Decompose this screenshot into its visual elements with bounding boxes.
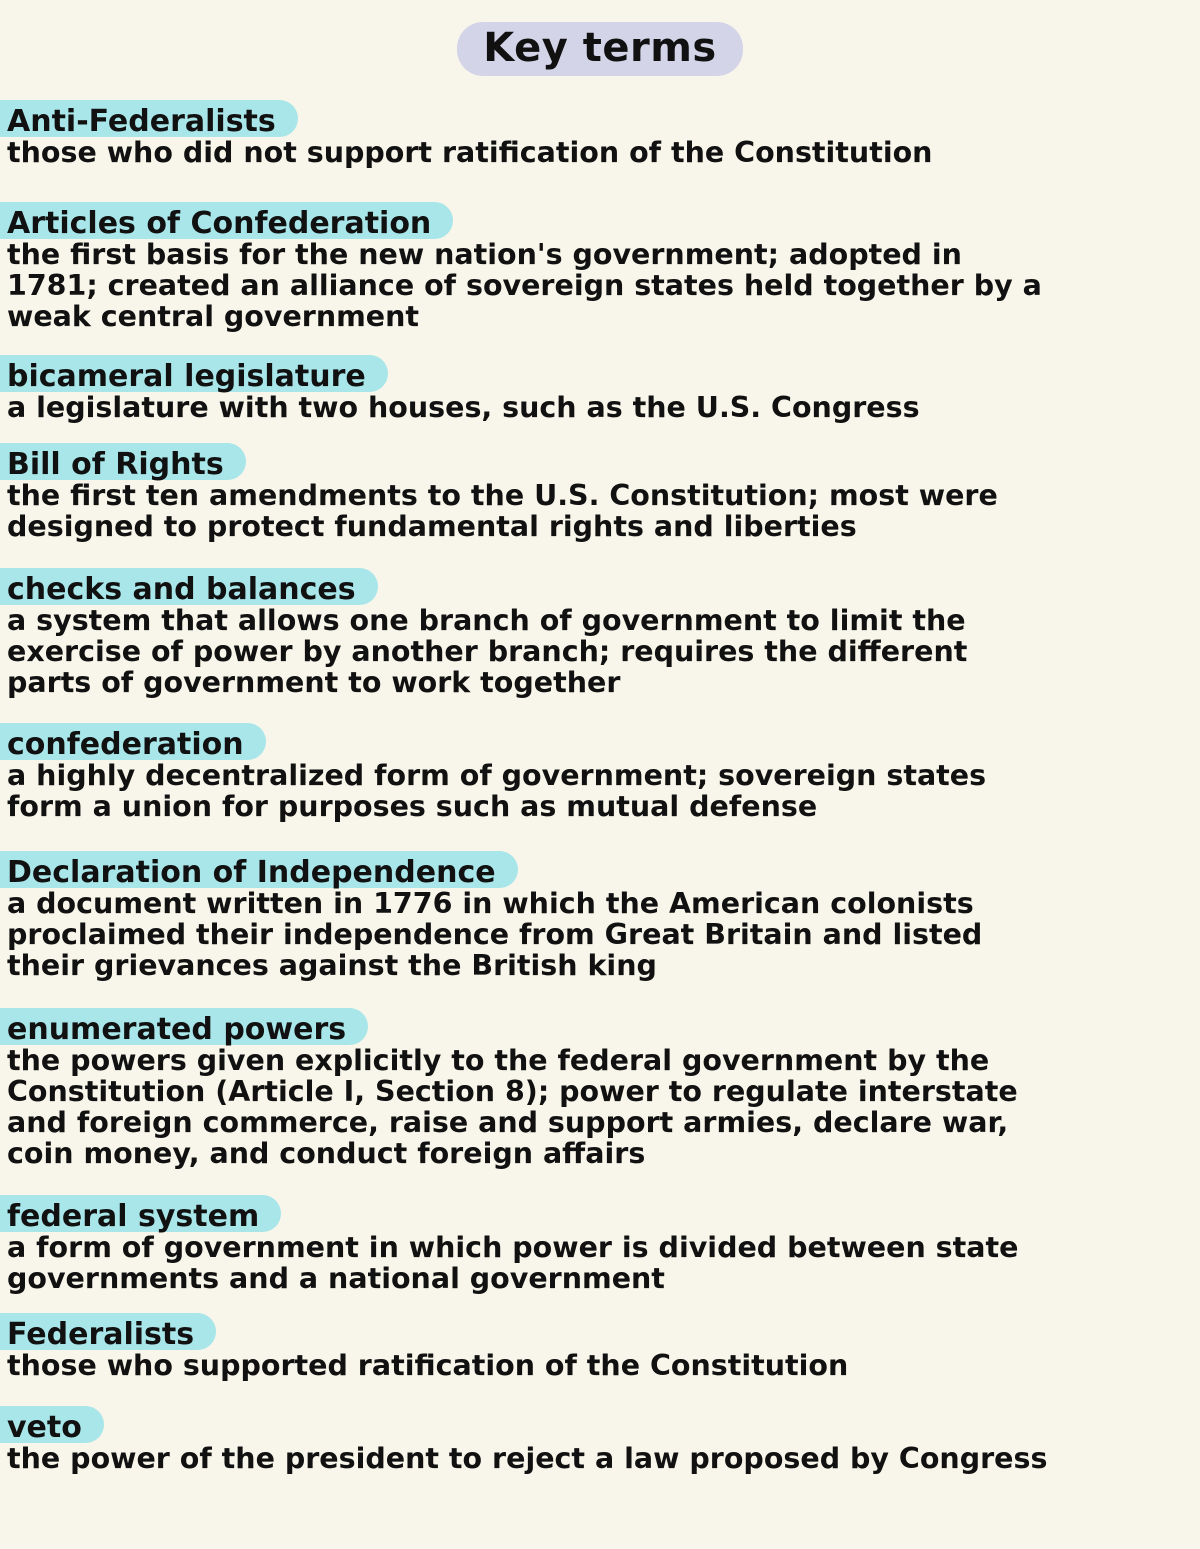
- term-federalists: [0, 1313, 1195, 1381]
- term-definition: a form of government in which power is divided between state governments and a national government: [7, 1231, 1019, 1295]
- term-name: enumerated powers: [0, 1008, 368, 1045]
- term-definition: those who did not support ratification of the Constitution: [7, 136, 933, 169]
- page-title: Key terms: [457, 22, 742, 76]
- term-name: bicameral legislature: [0, 355, 388, 392]
- term-definition: a document written in 1776 in which the American colonists proclaimed their independence from Great Britain and listed their grievances against the British king: [7, 887, 983, 982]
- term-anti-federalists: [0, 100, 1195, 168]
- term-confederation: [0, 723, 1195, 822]
- term-articles-of-confederation: [0, 202, 1195, 332]
- term-definition: the power of the president to reject a law proposed by Congress: [7, 1442, 1048, 1475]
- term-definition: a legislature with two houses, such as the U.S. Congress: [7, 391, 920, 424]
- term-name: federal system: [0, 1195, 281, 1232]
- term-name: Articles of Confederation: [0, 202, 453, 239]
- term-declaration-of-independence: [0, 851, 1195, 981]
- term-bill-of-rights: [0, 443, 1195, 542]
- term-definition: a highly decentralized form of government; sovereign states form a union for purposes such as mutual defense: [7, 759, 987, 823]
- term-name: veto: [0, 1406, 104, 1443]
- term-checks-and-balances: [0, 568, 1195, 698]
- term-definition: the powers given explicitly to the federal government by the Constitution (Article I, Section 8); power to regulate interstate and foreign commerce, raise and support armies, declare war, coin money, and conduct foreign affairs: [7, 1044, 1018, 1170]
- term-definition: the first ten amendments to the U.S. Constitution; most were designed to protect fundamental rights and liberties: [7, 479, 998, 543]
- term-enumerated-powers: [0, 1008, 1195, 1169]
- term-name: Anti-Federalists: [0, 100, 298, 137]
- title-wrapper: [0, 22, 1200, 76]
- term-federal-system: [0, 1195, 1195, 1294]
- term-name: Federalists: [0, 1313, 216, 1350]
- term-name: confederation: [0, 723, 266, 760]
- term-veto: [0, 1406, 1195, 1474]
- term-bicameral-legislature: [0, 355, 1195, 423]
- term-name: Bill of Rights: [0, 443, 246, 480]
- term-name: checks and balances: [0, 568, 378, 605]
- term-definition: those who supported ratification of the Constitution: [7, 1349, 849, 1382]
- term-definition: the first basis for the new nation's government; adopted in 1781; created an alliance of sovereign states held together by a weak central government: [7, 238, 1042, 333]
- term-definition: a system that allows one branch of government to limit the exercise of power by another branch; requires the different parts of government to work together: [7, 604, 968, 699]
- term-name: Declaration of Independence: [0, 851, 518, 888]
